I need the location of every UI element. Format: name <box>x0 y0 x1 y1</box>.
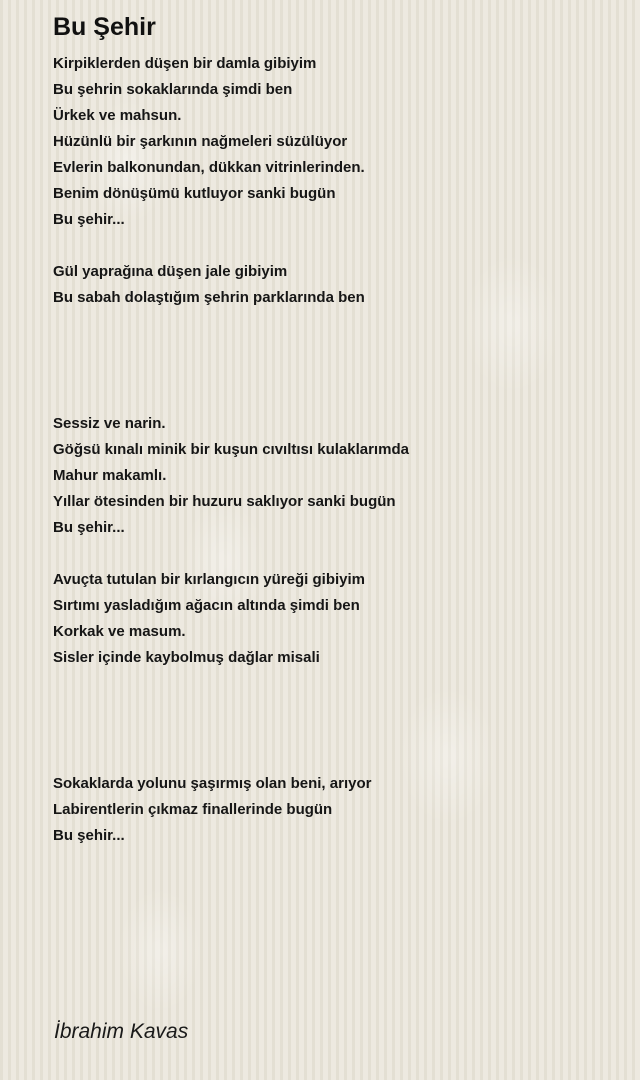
poem-line: Avuçta tutulan bir kırlangıcın yüreği gibiyim <box>53 571 365 588</box>
poem-line: Hüzünlü bir şarkının nağmeleri süzülüyor <box>53 133 348 150</box>
stanza-2 <box>53 259 365 311</box>
poem-line: Kirpiklerden düşen bir damla gibiyim <box>53 55 317 72</box>
poem-line: Bu şehrin sokaklarında şimdi ben <box>53 81 293 98</box>
stanza-3 <box>53 411 409 541</box>
stanza-4 <box>53 567 365 671</box>
poem-line: Evlerin balkonundan, dükkan vitrinlerinden. <box>53 159 365 176</box>
poem-line: Göğsü kınalı minik bir kuşun cıvıltısı kulaklarımda <box>53 441 409 458</box>
stanza-1 <box>53 51 365 233</box>
stanza-5 <box>53 771 371 849</box>
poem-line: Korkak ve masum. <box>53 623 186 640</box>
poem-author: İbrahim Kavas <box>54 1020 189 1043</box>
poem-line: Benim dönüşümü kutluyor sanki bugün <box>53 185 336 202</box>
poem-title: Bu Şehir <box>53 13 156 41</box>
poem-line: Sokaklarda yolunu şaşırmış olan beni, arıyor <box>53 775 372 792</box>
poem-line: Bu şehir... <box>53 519 125 536</box>
poem-line: Bu şehir... <box>53 827 125 844</box>
poem-line: Sessiz ve narin. <box>53 415 166 432</box>
poem-line: Bu şehir... <box>53 211 125 228</box>
poem-line: Ürkek ve mahsun. <box>53 107 182 124</box>
poem-line: Sırtımı yasladığım ağacın altında şimdi ben <box>53 597 360 614</box>
poem-line: Sisler içinde kaybolmuş dağlar misali <box>53 649 320 666</box>
poem-line: Mahur makamlı. <box>53 467 167 484</box>
poem-line: Bu sabah dolaştığım şehrin parklarında ben <box>53 289 365 306</box>
poem-line: Gül yaprağına düşen jale gibiyim <box>53 263 288 280</box>
poem-line: Labirentlerin çıkmaz finallerinde bugün <box>53 801 333 818</box>
poem-line: Yıllar ötesinden bir huzuru saklıyor sanki bugün <box>53 493 396 510</box>
